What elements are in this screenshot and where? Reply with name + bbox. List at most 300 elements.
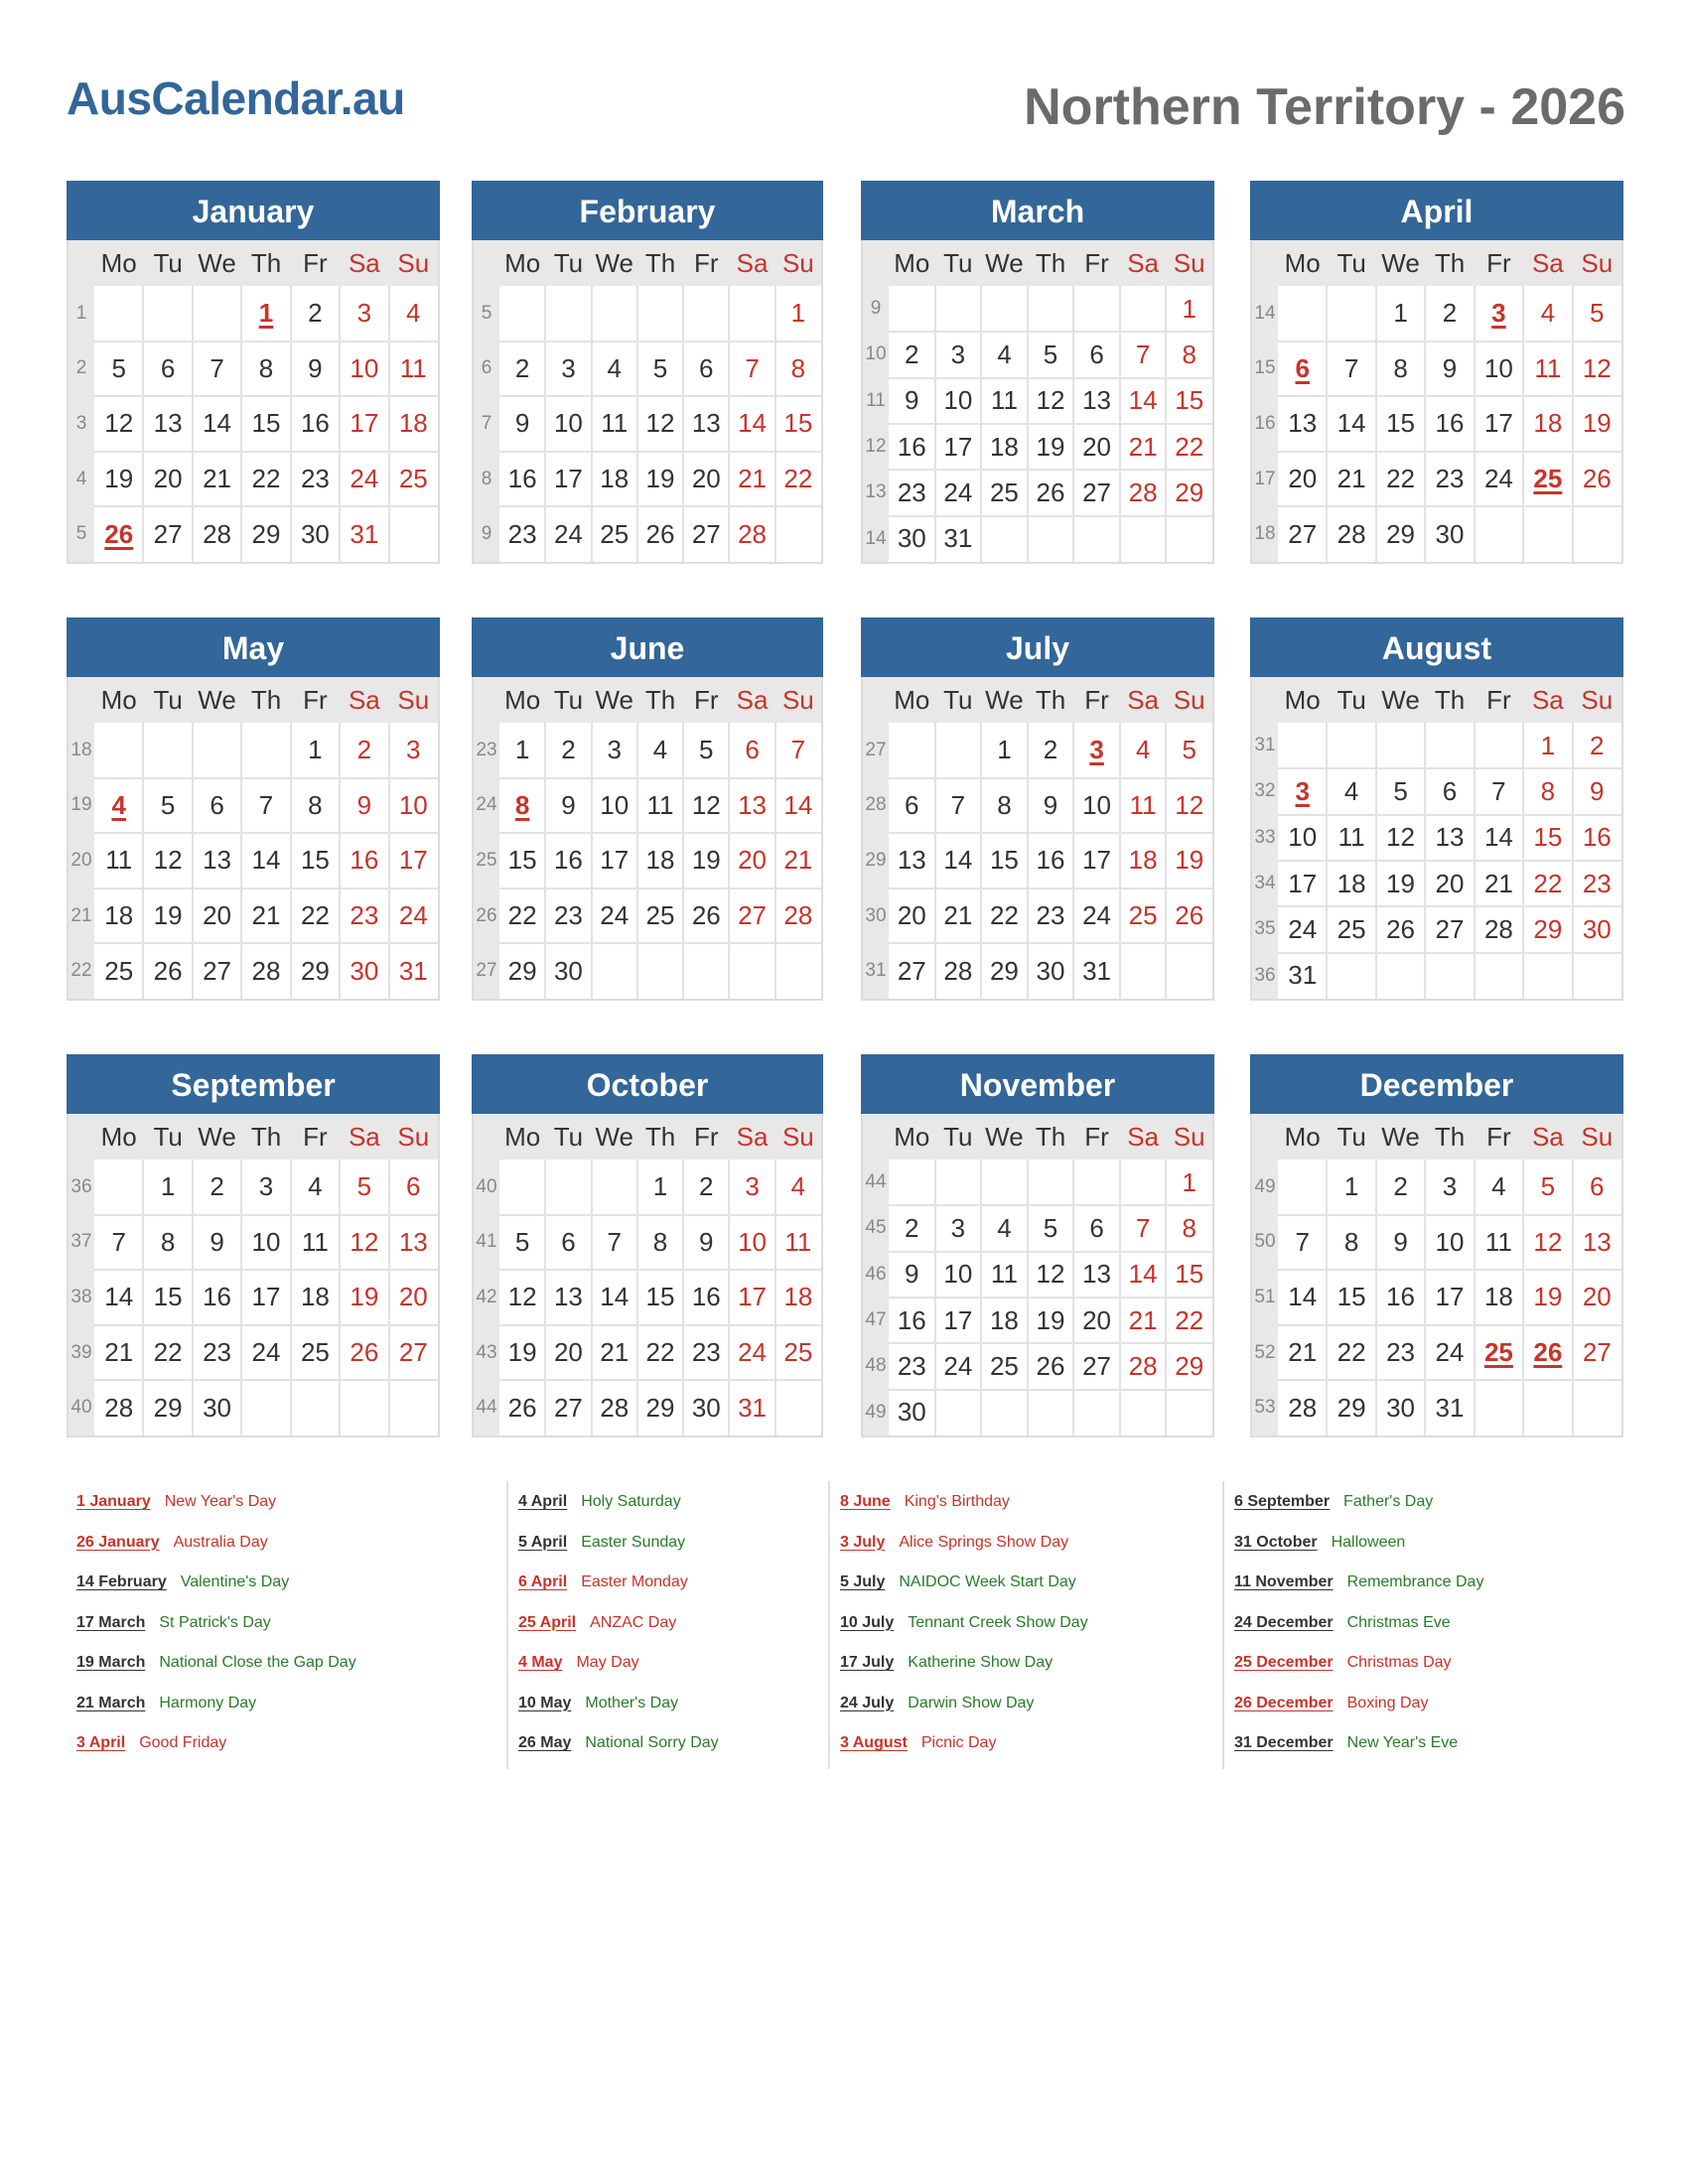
legend-date[interactable]: 17 March bbox=[76, 1613, 146, 1631]
day-cell[interactable]: 20 bbox=[1082, 1304, 1112, 1335]
day-cell[interactable]: 6 bbox=[1089, 1212, 1104, 1243]
legend-date[interactable]: 3 August bbox=[840, 1734, 908, 1751]
day-cell[interactable]: 12 bbox=[1386, 822, 1416, 853]
day-cell[interactable]: 16 bbox=[507, 464, 537, 494]
day-cell[interactable]: 26 bbox=[153, 955, 183, 986]
day-cell[interactable]: 18 bbox=[104, 900, 134, 931]
legend-date[interactable]: 26 December bbox=[1234, 1694, 1334, 1711]
day-cell[interactable]: 26 bbox=[1175, 900, 1204, 931]
day-cell[interactable]: 12 bbox=[645, 408, 675, 439]
day-cell[interactable]: 7 bbox=[1295, 1226, 1310, 1257]
day-cell[interactable]: 31 bbox=[398, 955, 428, 986]
day-cell[interactable]: 20 bbox=[1582, 1282, 1612, 1312]
day-cell[interactable]: 11 bbox=[646, 789, 674, 820]
day-cell[interactable]: 13 bbox=[553, 1282, 583, 1312]
day-cell[interactable]: 23 bbox=[350, 900, 379, 931]
day-cell[interactable]: 15 bbox=[1175, 385, 1204, 416]
day-cell[interactable]: 4 bbox=[1343, 775, 1359, 806]
day-cell[interactable]: 12 bbox=[1175, 789, 1204, 820]
day-cell[interactable]: 19 bbox=[1582, 408, 1612, 439]
day-cell[interactable]: 8 bbox=[1182, 339, 1196, 369]
day-cell[interactable]: 19 bbox=[1036, 431, 1065, 462]
day-cell[interactable]: 7 bbox=[1491, 775, 1506, 806]
day-cell[interactable]: 28 bbox=[1483, 913, 1513, 944]
day-cell[interactable]: 16 bbox=[1036, 845, 1065, 876]
day-cell[interactable]: 19 bbox=[1036, 1304, 1065, 1335]
day-cell[interactable]: 12 bbox=[1036, 385, 1065, 416]
holiday-day-cell[interactable]: 4 bbox=[111, 789, 126, 820]
day-cell[interactable]: 10 bbox=[1288, 822, 1318, 853]
day-cell[interactable]: 27 bbox=[203, 955, 232, 986]
day-cell[interactable]: 7 bbox=[210, 352, 224, 383]
holiday-day-cell[interactable]: 6 bbox=[1295, 352, 1310, 383]
legend-date[interactable]: 11 November bbox=[1234, 1573, 1334, 1590]
day-cell[interactable]: 13 bbox=[203, 845, 232, 876]
day-cell[interactable]: 9 bbox=[561, 789, 576, 820]
day-cell[interactable]: 14 bbox=[1483, 822, 1513, 853]
day-cell[interactable]: 29 bbox=[989, 955, 1019, 986]
day-cell[interactable]: 4 bbox=[997, 339, 1012, 369]
day-cell[interactable]: 17 bbox=[943, 1304, 973, 1335]
day-cell[interactable]: 28 bbox=[783, 900, 813, 931]
day-cell[interactable]: 26 bbox=[691, 900, 721, 931]
day-cell[interactable]: 2 bbox=[561, 735, 576, 765]
day-cell[interactable]: 30 bbox=[897, 1397, 926, 1428]
day-cell[interactable]: 28 bbox=[738, 518, 768, 549]
day-cell[interactable]: 13 bbox=[153, 408, 183, 439]
day-cell[interactable]: 6 bbox=[561, 1226, 576, 1257]
day-cell[interactable]: 26 bbox=[1386, 913, 1416, 944]
day-cell[interactable]: 9 bbox=[1043, 789, 1058, 820]
day-cell[interactable]: 14 bbox=[738, 408, 768, 439]
holiday-day-cell[interactable]: 25 bbox=[1533, 464, 1563, 494]
legend-date[interactable]: 17 July bbox=[840, 1654, 895, 1671]
day-cell[interactable]: 29 bbox=[1336, 1392, 1366, 1423]
day-cell[interactable]: 11 bbox=[990, 1259, 1018, 1290]
day-cell[interactable]: 21 bbox=[1288, 1337, 1318, 1368]
day-cell[interactable]: 5 bbox=[652, 352, 668, 383]
day-cell[interactable]: 4 bbox=[607, 352, 622, 383]
day-cell[interactable]: 31 bbox=[1288, 960, 1318, 991]
legend-date[interactable]: 10 July bbox=[840, 1613, 895, 1631]
day-cell[interactable]: 18 bbox=[300, 1282, 330, 1312]
day-cell[interactable]: 11 bbox=[1484, 1226, 1512, 1257]
holiday-day-cell[interactable]: 1 bbox=[258, 298, 274, 329]
day-cell[interactable]: 10 bbox=[251, 1226, 281, 1257]
day-cell[interactable]: 11 bbox=[601, 408, 629, 439]
day-cell[interactable]: 30 bbox=[203, 1392, 232, 1423]
day-cell[interactable]: 5 bbox=[1393, 775, 1408, 806]
day-cell[interactable]: 15 bbox=[1386, 408, 1416, 439]
day-cell[interactable]: 30 bbox=[350, 955, 379, 986]
day-cell[interactable]: 20 bbox=[1435, 868, 1465, 898]
day-cell[interactable]: 22 bbox=[1175, 431, 1204, 462]
day-cell[interactable]: 11 bbox=[990, 385, 1018, 416]
day-cell[interactable]: 1 bbox=[1343, 1171, 1359, 1202]
day-cell[interactable]: 5 bbox=[160, 789, 176, 820]
day-cell[interactable]: 22 bbox=[645, 1337, 675, 1368]
day-cell[interactable]: 27 bbox=[1082, 477, 1112, 507]
day-cell[interactable]: 10 bbox=[553, 408, 583, 439]
day-cell[interactable]: 29 bbox=[153, 1392, 183, 1423]
day-cell[interactable]: 15 bbox=[1336, 1282, 1366, 1312]
day-cell[interactable]: 12 bbox=[691, 789, 721, 820]
legend-date[interactable]: 26 January bbox=[76, 1533, 160, 1551]
day-cell[interactable]: 6 bbox=[406, 1171, 421, 1202]
day-cell[interactable]: 10 bbox=[943, 1259, 973, 1290]
day-cell[interactable]: 9 bbox=[905, 1259, 919, 1290]
day-cell[interactable]: 13 bbox=[1082, 385, 1112, 416]
day-cell[interactable]: 22 bbox=[507, 900, 537, 931]
day-cell[interactable]: 9 bbox=[699, 1226, 714, 1257]
day-cell[interactable]: 21 bbox=[600, 1337, 630, 1368]
day-cell[interactable]: 28 bbox=[943, 955, 973, 986]
day-cell[interactable]: 25 bbox=[300, 1337, 330, 1368]
day-cell[interactable]: 25 bbox=[1336, 913, 1366, 944]
day-cell[interactable]: 22 bbox=[1386, 464, 1416, 494]
day-cell[interactable]: 14 bbox=[1128, 385, 1158, 416]
day-cell[interactable]: 18 bbox=[989, 1304, 1019, 1335]
day-cell[interactable]: 18 bbox=[989, 431, 1019, 462]
day-cell[interactable]: 25 bbox=[783, 1337, 813, 1368]
day-cell[interactable]: 2 bbox=[699, 1171, 714, 1202]
day-cell[interactable]: 16 bbox=[203, 1282, 232, 1312]
day-cell[interactable]: 7 bbox=[950, 789, 966, 820]
day-cell[interactable]: 14 bbox=[943, 845, 973, 876]
day-cell[interactable]: 19 bbox=[1175, 845, 1204, 876]
day-cell[interactable]: 2 bbox=[905, 339, 919, 369]
day-cell[interactable]: 28 bbox=[104, 1392, 134, 1423]
day-cell[interactable]: 23 bbox=[507, 518, 537, 549]
day-cell[interactable]: 22 bbox=[1175, 1304, 1204, 1335]
day-cell[interactable]: 16 bbox=[897, 1304, 926, 1335]
legend-date[interactable]: 14 February bbox=[76, 1573, 167, 1590]
day-cell[interactable]: 24 bbox=[553, 518, 583, 549]
day-cell[interactable]: 20 bbox=[203, 900, 232, 931]
day-cell[interactable]: 16 bbox=[553, 845, 583, 876]
day-cell[interactable]: 15 bbox=[783, 408, 813, 439]
day-cell[interactable]: 28 bbox=[1336, 518, 1366, 549]
day-cell[interactable]: 16 bbox=[300, 408, 330, 439]
day-cell[interactable]: 1 bbox=[1182, 293, 1196, 324]
day-cell[interactable]: 11 bbox=[1534, 352, 1562, 383]
day-cell[interactable]: 10 bbox=[943, 385, 973, 416]
day-cell[interactable]: 29 bbox=[1386, 518, 1416, 549]
day-cell[interactable]: 14 bbox=[203, 408, 232, 439]
day-cell[interactable]: 8 bbox=[652, 1226, 668, 1257]
day-cell[interactable]: 9 bbox=[514, 408, 530, 439]
day-cell[interactable]: 14 bbox=[783, 789, 813, 820]
day-cell[interactable]: 18 bbox=[1533, 408, 1563, 439]
day-cell[interactable]: 23 bbox=[1435, 464, 1465, 494]
day-cell[interactable]: 25 bbox=[645, 900, 675, 931]
day-cell[interactable]: 11 bbox=[1129, 789, 1157, 820]
day-cell[interactable]: 30 bbox=[1036, 955, 1065, 986]
day-cell[interactable]: 14 bbox=[104, 1282, 134, 1312]
holiday-day-cell[interactable]: 3 bbox=[1089, 735, 1104, 765]
day-cell[interactable]: 24 bbox=[943, 477, 973, 507]
day-cell[interactable]: 16 bbox=[691, 1282, 721, 1312]
legend-date[interactable]: 19 March bbox=[76, 1654, 146, 1671]
day-cell[interactable]: 19 bbox=[645, 464, 675, 494]
day-cell[interactable]: 20 bbox=[691, 464, 721, 494]
day-cell[interactable]: 10 bbox=[1082, 789, 1112, 820]
day-cell[interactable]: 24 bbox=[398, 900, 428, 931]
day-cell[interactable]: 1 bbox=[652, 1171, 668, 1202]
day-cell[interactable]: 11 bbox=[301, 1226, 329, 1257]
legend-date[interactable]: 1 January bbox=[76, 1493, 151, 1510]
day-cell[interactable]: 27 bbox=[1082, 1350, 1112, 1381]
day-cell[interactable]: 24 bbox=[943, 1350, 973, 1381]
day-cell[interactable]: 5 bbox=[1590, 298, 1605, 329]
day-cell[interactable]: 27 bbox=[553, 1392, 583, 1423]
legend-date[interactable]: 4 May bbox=[518, 1654, 563, 1671]
day-cell[interactable]: 2 bbox=[210, 1171, 224, 1202]
day-cell[interactable]: 23 bbox=[897, 1350, 926, 1381]
day-cell[interactable]: 26 bbox=[645, 518, 675, 549]
day-cell[interactable]: 15 bbox=[1533, 822, 1563, 853]
day-cell[interactable]: 10 bbox=[738, 1226, 768, 1257]
day-cell[interactable]: 29 bbox=[251, 518, 281, 549]
day-cell[interactable]: 29 bbox=[645, 1392, 675, 1423]
day-cell[interactable]: 17 bbox=[1435, 1282, 1465, 1312]
day-cell[interactable]: 17 bbox=[600, 845, 630, 876]
day-cell[interactable]: 22 bbox=[153, 1337, 183, 1368]
day-cell[interactable]: 30 bbox=[1435, 518, 1465, 549]
day-cell[interactable]: 1 bbox=[514, 735, 530, 765]
day-cell[interactable]: 2 bbox=[1442, 298, 1458, 329]
day-cell[interactable]: 3 bbox=[406, 735, 421, 765]
day-cell[interactable]: 22 bbox=[300, 900, 330, 931]
day-cell[interactable]: 11 bbox=[105, 845, 133, 876]
day-cell[interactable]: 13 bbox=[1082, 1259, 1112, 1290]
day-cell[interactable]: 3 bbox=[356, 298, 372, 329]
day-cell[interactable]: 4 bbox=[652, 735, 668, 765]
day-cell[interactable]: 29 bbox=[1533, 913, 1563, 944]
day-cell[interactable]: 31 bbox=[1082, 955, 1112, 986]
day-cell[interactable]: 3 bbox=[745, 1171, 760, 1202]
holiday-day-cell[interactable]: 26 bbox=[104, 518, 134, 549]
legend-date[interactable]: 3 July bbox=[840, 1533, 886, 1551]
day-cell[interactable]: 19 bbox=[1533, 1282, 1563, 1312]
day-cell[interactable]: 4 bbox=[1491, 1171, 1506, 1202]
legend-date[interactable]: 6 April bbox=[518, 1573, 568, 1590]
day-cell[interactable]: 6 bbox=[1590, 1171, 1605, 1202]
day-cell[interactable]: 8 bbox=[790, 352, 806, 383]
day-cell[interactable]: 12 bbox=[1582, 352, 1612, 383]
day-cell[interactable]: 27 bbox=[738, 900, 768, 931]
day-cell[interactable]: 29 bbox=[507, 955, 537, 986]
day-cell[interactable]: 27 bbox=[153, 518, 183, 549]
legend-date[interactable]: 25 April bbox=[518, 1613, 577, 1631]
day-cell[interactable]: 7 bbox=[258, 789, 274, 820]
day-cell[interactable]: 17 bbox=[1483, 408, 1513, 439]
day-cell[interactable]: 18 bbox=[1128, 845, 1158, 876]
day-cell[interactable]: 26 bbox=[350, 1337, 379, 1368]
day-cell[interactable]: 26 bbox=[1036, 477, 1065, 507]
day-cell[interactable]: 4 bbox=[406, 298, 421, 329]
day-cell[interactable]: 6 bbox=[160, 352, 176, 383]
day-cell[interactable]: 13 bbox=[1435, 822, 1465, 853]
day-cell[interactable]: 21 bbox=[1128, 1304, 1158, 1335]
day-cell[interactable]: 22 bbox=[1336, 1337, 1366, 1368]
legend-date[interactable]: 24 December bbox=[1234, 1613, 1334, 1631]
day-cell[interactable]: 30 bbox=[691, 1392, 721, 1423]
day-cell[interactable]: 21 bbox=[203, 464, 232, 494]
day-cell[interactable]: 20 bbox=[553, 1337, 583, 1368]
day-cell[interactable]: 6 bbox=[210, 789, 224, 820]
day-cell[interactable]: 3 bbox=[950, 1212, 966, 1243]
day-cell[interactable]: 12 bbox=[1533, 1226, 1563, 1257]
day-cell[interactable]: 24 bbox=[738, 1337, 768, 1368]
day-cell[interactable]: 15 bbox=[989, 845, 1019, 876]
day-cell[interactable]: 13 bbox=[897, 845, 926, 876]
holiday-day-cell[interactable]: 3 bbox=[1491, 298, 1506, 329]
day-cell[interactable]: 31 bbox=[350, 518, 379, 549]
day-cell[interactable]: 25 bbox=[1128, 900, 1158, 931]
day-cell[interactable]: 15 bbox=[300, 845, 330, 876]
day-cell[interactable]: 13 bbox=[738, 789, 768, 820]
day-cell[interactable]: 30 bbox=[553, 955, 583, 986]
day-cell[interactable]: 23 bbox=[1582, 868, 1612, 898]
day-cell[interactable]: 25 bbox=[600, 518, 630, 549]
day-cell[interactable]: 5 bbox=[1043, 1212, 1058, 1243]
day-cell[interactable]: 22 bbox=[989, 900, 1019, 931]
day-cell[interactable]: 14 bbox=[1128, 1259, 1158, 1290]
day-cell[interactable]: 1 bbox=[1540, 730, 1556, 760]
day-cell[interactable]: 1 bbox=[997, 735, 1012, 765]
day-cell[interactable]: 30 bbox=[897, 523, 926, 554]
day-cell[interactable]: 17 bbox=[943, 431, 973, 462]
day-cell[interactable]: 31 bbox=[738, 1392, 768, 1423]
day-cell[interactable]: 15 bbox=[507, 845, 537, 876]
day-cell[interactable]: 2 bbox=[1393, 1171, 1408, 1202]
day-cell[interactable]: 19 bbox=[153, 900, 183, 931]
day-cell[interactable]: 11 bbox=[784, 1226, 812, 1257]
day-cell[interactable]: 28 bbox=[1128, 1350, 1158, 1381]
day-cell[interactable]: 28 bbox=[203, 518, 232, 549]
day-cell[interactable]: 17 bbox=[350, 408, 379, 439]
day-cell[interactable]: 3 bbox=[950, 339, 966, 369]
legend-date[interactable]: 25 December bbox=[1234, 1654, 1334, 1671]
day-cell[interactable]: 9 bbox=[1442, 352, 1458, 383]
day-cell[interactable]: 18 bbox=[645, 845, 675, 876]
day-cell[interactable]: 8 bbox=[997, 789, 1012, 820]
day-cell[interactable]: 14 bbox=[600, 1282, 630, 1312]
legend-date[interactable]: 21 March bbox=[76, 1694, 146, 1711]
day-cell[interactable]: 6 bbox=[1089, 339, 1104, 369]
day-cell[interactable]: 7 bbox=[111, 1226, 126, 1257]
day-cell[interactable]: 22 bbox=[783, 464, 813, 494]
day-cell[interactable]: 7 bbox=[745, 352, 760, 383]
day-cell[interactable]: 3 bbox=[607, 735, 622, 765]
day-cell[interactable]: 4 bbox=[790, 1171, 806, 1202]
day-cell[interactable]: 23 bbox=[897, 477, 926, 507]
day-cell[interactable]: 12 bbox=[350, 1226, 379, 1257]
day-cell[interactable]: 27 bbox=[1582, 1337, 1612, 1368]
day-cell[interactable]: 21 bbox=[1336, 464, 1366, 494]
day-cell[interactable]: 4 bbox=[1135, 735, 1151, 765]
day-cell[interactable]: 2 bbox=[1590, 730, 1605, 760]
day-cell[interactable]: 21 bbox=[1128, 431, 1158, 462]
day-cell[interactable]: 21 bbox=[943, 900, 973, 931]
day-cell[interactable]: 19 bbox=[104, 464, 134, 494]
day-cell[interactable]: 19 bbox=[691, 845, 721, 876]
day-cell[interactable]: 2 bbox=[514, 352, 530, 383]
day-cell[interactable]: 6 bbox=[699, 352, 714, 383]
day-cell[interactable]: 23 bbox=[1036, 900, 1065, 931]
day-cell[interactable]: 7 bbox=[1135, 339, 1151, 369]
day-cell[interactable]: 17 bbox=[1288, 868, 1318, 898]
day-cell[interactable]: 18 bbox=[783, 1282, 813, 1312]
day-cell[interactable]: 18 bbox=[398, 408, 428, 439]
day-cell[interactable]: 15 bbox=[153, 1282, 183, 1312]
day-cell[interactable]: 2 bbox=[1043, 735, 1058, 765]
day-cell[interactable]: 9 bbox=[210, 1226, 224, 1257]
day-cell[interactable]: 28 bbox=[1288, 1392, 1318, 1423]
day-cell[interactable]: 26 bbox=[1582, 464, 1612, 494]
day-cell[interactable]: 3 bbox=[1442, 1171, 1458, 1202]
day-cell[interactable]: 8 bbox=[1182, 1212, 1196, 1243]
day-cell[interactable]: 24 bbox=[350, 464, 379, 494]
legend-date[interactable]: 4 April bbox=[518, 1493, 568, 1510]
day-cell[interactable]: 19 bbox=[1386, 868, 1416, 898]
legend-date[interactable]: 31 October bbox=[1234, 1533, 1318, 1551]
day-cell[interactable]: 21 bbox=[783, 845, 813, 876]
day-cell[interactable]: 11 bbox=[1337, 822, 1365, 853]
day-cell[interactable]: 20 bbox=[897, 900, 926, 931]
day-cell[interactable]: 12 bbox=[1036, 1259, 1065, 1290]
day-cell[interactable]: 9 bbox=[356, 789, 372, 820]
day-cell[interactable]: 11 bbox=[399, 352, 427, 383]
day-cell[interactable]: 13 bbox=[691, 408, 721, 439]
day-cell[interactable]: 12 bbox=[104, 408, 134, 439]
day-cell[interactable]: 3 bbox=[561, 352, 576, 383]
day-cell[interactable]: 28 bbox=[251, 955, 281, 986]
day-cell[interactable]: 14 bbox=[1336, 408, 1366, 439]
day-cell[interactable]: 16 bbox=[897, 431, 926, 462]
day-cell[interactable]: 20 bbox=[398, 1282, 428, 1312]
day-cell[interactable]: 29 bbox=[1175, 1350, 1204, 1381]
day-cell[interactable]: 15 bbox=[1175, 1259, 1204, 1290]
day-cell[interactable]: 31 bbox=[1435, 1392, 1465, 1423]
day-cell[interactable]: 6 bbox=[745, 735, 760, 765]
day-cell[interactable]: 21 bbox=[104, 1337, 134, 1368]
day-cell[interactable]: 7 bbox=[790, 735, 806, 765]
day-cell[interactable]: 10 bbox=[350, 352, 379, 383]
day-cell[interactable]: 9 bbox=[1590, 775, 1605, 806]
day-cell[interactable]: 1 bbox=[1182, 1166, 1196, 1197]
day-cell[interactable]: 20 bbox=[738, 845, 768, 876]
day-cell[interactable]: 24 bbox=[1288, 913, 1318, 944]
day-cell[interactable]: 29 bbox=[300, 955, 330, 986]
legend-date[interactable]: 31 December bbox=[1234, 1734, 1334, 1751]
day-cell[interactable]: 18 bbox=[600, 464, 630, 494]
legend-date[interactable]: 6 September bbox=[1234, 1493, 1331, 1510]
day-cell[interactable]: 17 bbox=[1082, 845, 1112, 876]
day-cell[interactable]: 30 bbox=[1582, 913, 1612, 944]
day-cell[interactable]: 10 bbox=[1435, 1226, 1465, 1257]
day-cell[interactable]: 5 bbox=[1043, 339, 1058, 369]
day-cell[interactable]: 8 bbox=[1343, 1226, 1359, 1257]
day-cell[interactable]: 5 bbox=[111, 352, 126, 383]
holiday-day-cell[interactable]: 26 bbox=[1533, 1337, 1563, 1368]
holiday-day-cell[interactable]: 3 bbox=[1295, 775, 1310, 806]
day-cell[interactable]: 5 bbox=[1540, 1171, 1556, 1202]
day-cell[interactable]: 20 bbox=[153, 464, 183, 494]
day-cell[interactable]: 14 bbox=[1288, 1282, 1318, 1312]
day-cell[interactable]: 17 bbox=[738, 1282, 768, 1312]
